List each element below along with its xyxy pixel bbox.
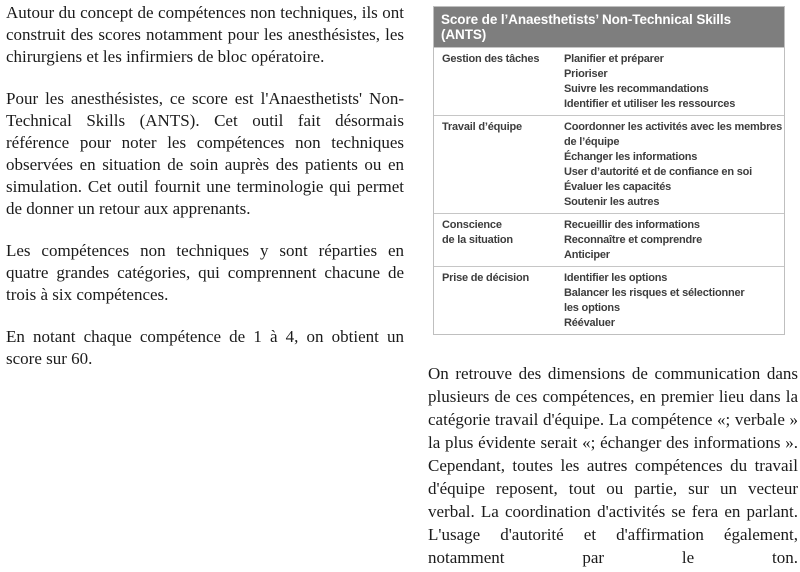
paragraph-communication: On retrouve des dimensions de communication dans plusieurs de ces compétences, en premier lieu dans la catégorie travail d'équipe. La compétence «; verbale » la plus évidente serait «; échanger des informations ». Cependant, toutes les autres compétences du travail d'équipe reposent, tout ou partie, sur un vecteur verbal. La coordination d'activités se fera en parlant. L'usage d'autorité et d'affirmation également, notamment par le ton. xyxy=(428,364,798,567)
table-row-travail-d-equipe xyxy=(434,115,784,213)
row-category: Prise de décision xyxy=(442,272,530,284)
row-skills: Recueillir des informations Reconnaître et comprendre Anticiper xyxy=(564,219,703,261)
paragraph-categories: Les compétences non techniques y sont réparties en quatre grandes catégories, qui comprennent chacune de trois à six compétences. xyxy=(6,241,404,304)
row-category: Conscience de la situation xyxy=(442,219,513,246)
ants-table-title-line-1: Score de l’Anaesthetists’ Non-Technical Skills xyxy=(441,12,731,27)
row-skills: Coordonner les activités avec les membres de l’équipe Échanger les informations User d’autorité et de confiance en soi Évaluer les capacités Soutenir les autres xyxy=(564,121,783,208)
ants-table-title xyxy=(434,7,784,47)
table-row-gestion-des-taches xyxy=(434,47,784,115)
ants-table xyxy=(433,6,785,335)
table-row-prise-de-decision xyxy=(434,266,784,334)
row-skills: Identifier les options Balancer les risques et sélectionner les options Réévaluer xyxy=(564,272,745,329)
row-category: Gestion des tâches xyxy=(442,53,540,65)
ants-table-title-line-2: (ANTS) xyxy=(441,27,487,42)
paragraph-score: En notant chaque compétence de 1 à 4, on obtient un score sur 60. xyxy=(6,327,404,368)
row-category: Travail d’équipe xyxy=(442,121,522,133)
right-column xyxy=(428,6,798,569)
left-text-column xyxy=(6,2,404,390)
paragraph-intro-competences: Autour du concept de compétences non techniques, ils ont construit des scores notamment pour les anesthésistes, les chirurgiens et les infirmiers de bloc opératoire. xyxy=(6,3,404,66)
table-row-conscience-situation xyxy=(434,213,784,266)
row-skills: Planifier et préparer Prioriser Suivre les recommandations Identifier et utiliser les ressources xyxy=(564,53,736,110)
paragraph-ants-description: Pour les anesthésistes, ce score est l'Anaesthetists' Non-Technical Skills (ANTS). Cet outil fait désormais référence pour noter les compétences non techniques observées en situation de soin auprès des patients ou en simulation. Cet outil fournit une terminologie qui permet de donner un retour aux apprenants. xyxy=(6,89,404,218)
